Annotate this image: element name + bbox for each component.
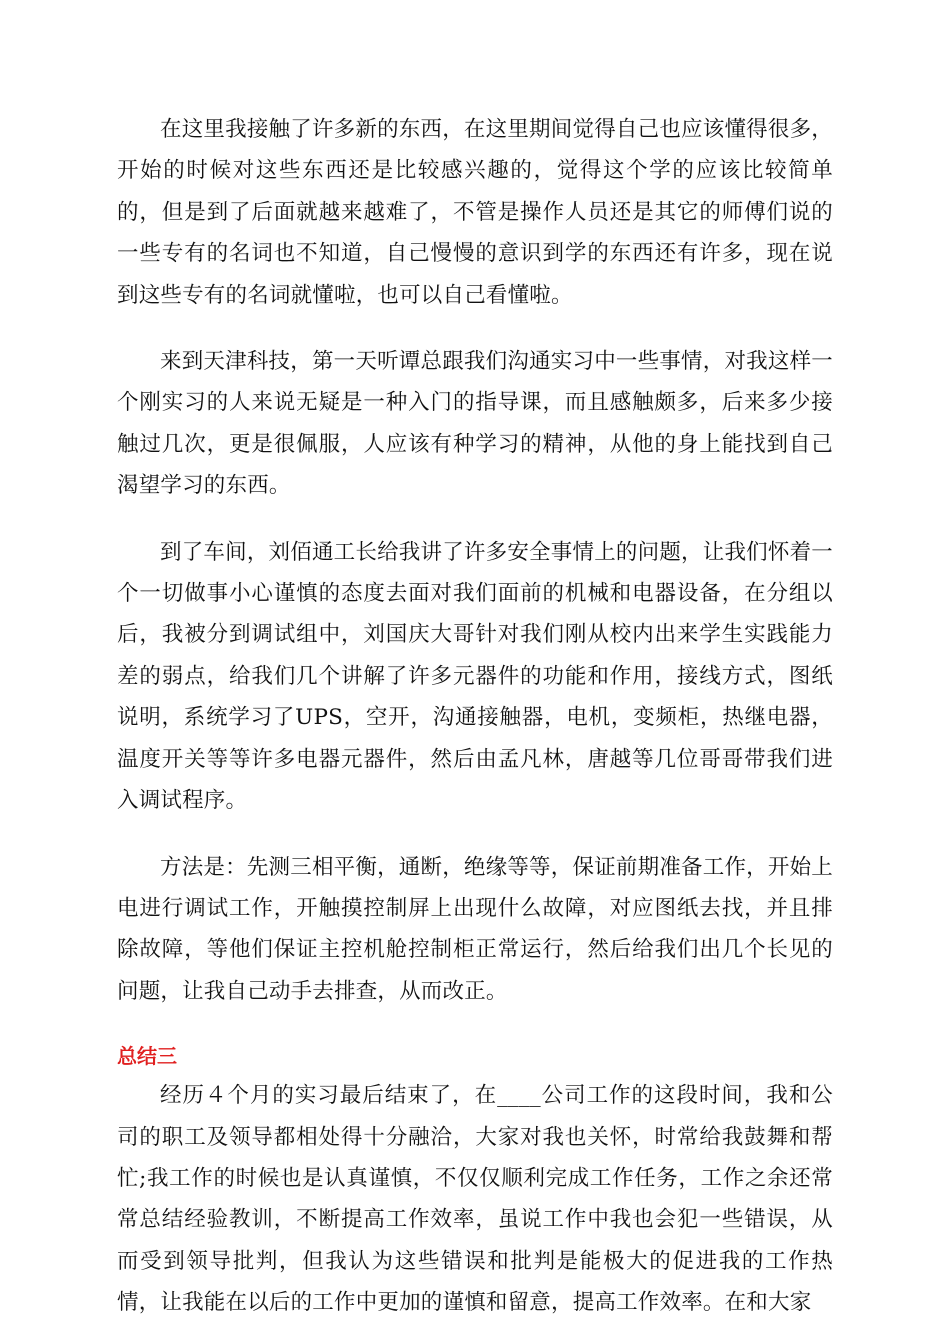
paragraph-3: 到了车间，刘佰通工长给我讲了许多安全事情上的问题，让我们怀着一个一切做事小心谨慎的态度去面对我们面前的机械和电器设备，在分组以后，我被分到调试组中，刘国庆大哥针对我们刚从校内出来学生实践能力差的弱点，给我们几个讲解了许多元器件的功能和作用，接线方式，图纸说明，系统学习了UPS，空开，沟通接触器，电机，变频柜，热继电器，温度开关等等许多电器元器件，然后由孟凡林，唐越等几位哥哥带我们进入调试程序。 <box>117 539 833 814</box>
section-paragraph: 经历４个月的实习最后结束了，在____公司工作的这段时间，我和公司的职工及领导都相处得十分融洽，大家对我也关怀，时常给我鼓舞和帮忙;我工作的时候也是认真谨慎，不仅仅顺利完成工作任务，工作之余还常常总结经验教训，不断提高工作效率，虽说工作中我也会犯一些错误，从而受到领导批判，但我认为这些错误和批判是能极大的促进我的工作热情，让我能在以后的工作中更加的谨慎和留意，提高工作效率。在和大家 <box>117 1083 833 1316</box>
paragraph-gap <box>117 316 833 341</box>
document-body <box>117 109 833 1324</box>
paragraph-gap <box>117 822 833 847</box>
paragraph-gap <box>117 1012 833 1037</box>
paragraph-2: 来到天津科技，第一天听谭总跟我们沟通实习中一些事情，对我这样一个刚实习的人来说无疑是一种入门的指导课，而且感触颇多，后来多少接触过几次，更是很佩服，人应该有种学习的精神，从他的身上能找到自己渴望学习的东西。 <box>117 349 833 499</box>
paragraph-1: 在这里我接触了许多新的东西，在这里期间觉得自己也应该懂得很多，开始的时候对这些东西还是比较感兴趣的，觉得这个学的应该比较简单的，但是到了后面就越来越难了，不管是操作人员还是其它的师傅们说的一些专有的名词也不知道，自己慢慢的意识到学的东西还有许多，现在说到这些专有的名词就懂啦，也可以自己看懂啦。 <box>117 117 833 308</box>
section-heading: 总结三 <box>117 1044 177 1069</box>
paragraph-gap <box>117 507 833 532</box>
paragraph-4: 方法是：先测三相平衡，通断，绝缘等等，保证前期准备工作，开始上电进行调试工作，开触摸控制屏上出现什么故障，对应图纸去找，并且排除故障，等他们保证主控机舱控制柜正常运行，然后给我们出几个长见的问题，让我自己动手去排查，从而改正。 <box>117 854 833 1004</box>
